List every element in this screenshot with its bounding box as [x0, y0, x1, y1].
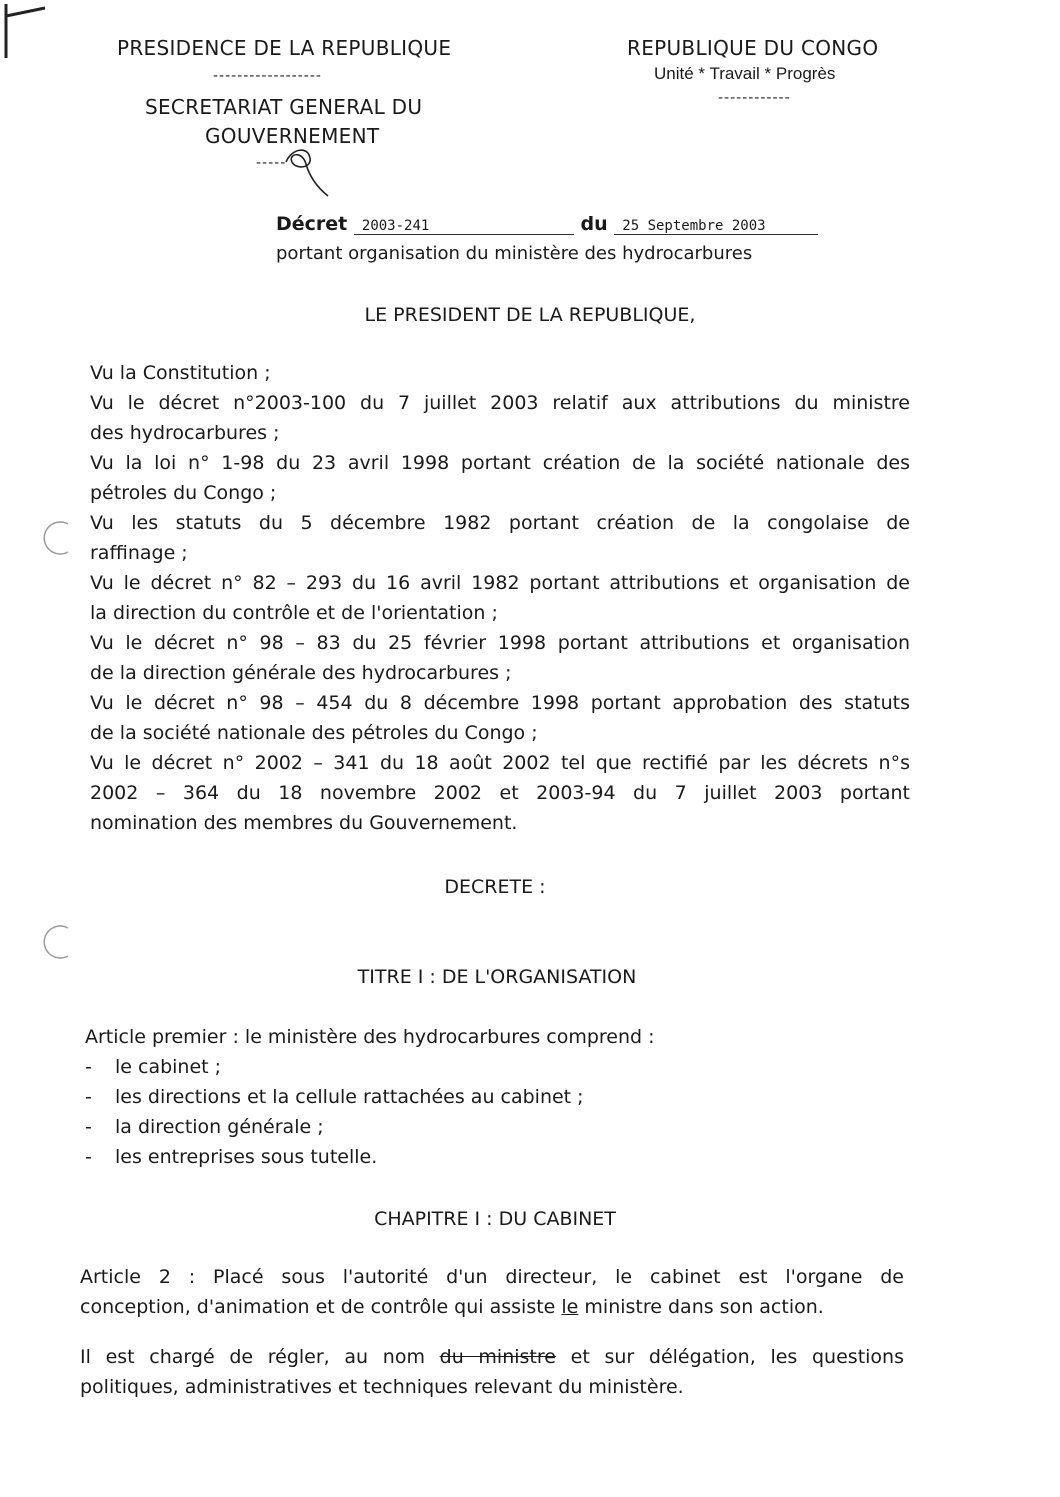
corner-mark-icon: [0, 0, 80, 60]
article-2-text-a: conception, d'animation et de contrôle qui assiste: [80, 1296, 562, 1318]
header-gouvernement: GOUVERNEMENT: [205, 124, 380, 148]
article-1-text: : le ministère des hydrocarbures comprend :: [226, 1026, 655, 1048]
list-dash: -: [85, 1086, 92, 1108]
header-right-rule: ------------: [718, 90, 791, 106]
considerations-list: [90, 358, 910, 838]
header-left-rule: ------------------: [213, 68, 322, 84]
president-heading: LE PRESIDENT DE LA REPUBLIQUE,: [364, 304, 696, 326]
consideration-line: Vu la Constitution ;: [90, 362, 271, 384]
consideration-line: nomination des membres du Gouvernement.: [90, 812, 518, 834]
list-item-text: les entreprises sous tutelle.: [115, 1146, 378, 1168]
consideration-line: Vu le décret n°2003-100 du 7 juillet 2003 relatif aux attributions du ministre: [90, 392, 910, 414]
list-item: [85, 1112, 584, 1142]
header-republique: REPUBLIQUE DU CONGO: [627, 36, 879, 60]
article-2-text-underlined: le: [561, 1296, 579, 1318]
decree-number: 2003-241: [354, 218, 574, 235]
list-item: [85, 1082, 584, 1112]
article-2-text-c: ministre dans son action.: [578, 1296, 824, 1318]
list-item: [85, 1142, 584, 1172]
signature-flourish-icon: [278, 142, 334, 200]
decree-date: 25 Septembre 2003: [614, 218, 818, 235]
article-2-para-2-line-1: [80, 1342, 904, 1372]
titre-1-heading: TITRE I : DE L'ORGANISATION: [357, 966, 637, 988]
article-1: [85, 1022, 655, 1052]
decrete-heading: DECRETE :: [444, 876, 546, 898]
article-2-text: : Placé sous l'autorité d'un directeur, le cabinet est l'organe de: [170, 1266, 904, 1288]
list-item: [85, 1052, 584, 1082]
header-motto: Unité * Travail * Progrès: [654, 64, 836, 83]
article-2-line-2: [80, 1292, 824, 1322]
list-dash: -: [85, 1056, 92, 1078]
list-item-text: les directions et la cellule rattachées au cabinet ;: [115, 1086, 584, 1108]
header-secretariat: SECRETARIAT GENERAL DU: [145, 95, 423, 119]
article-2-para-2-line-2: politiques, administratives et techniques relevant du ministère.: [80, 1376, 684, 1398]
article-2-para-2-struck: du ministre: [439, 1346, 556, 1368]
consideration-line: Vu le décret n° 98 – 454 du 8 décembre 1998 portant approbation des statuts: [90, 692, 910, 714]
article-1-label: Article premier: [85, 1026, 227, 1048]
article-2-para-2-a: Il est chargé de régler, au nom: [80, 1346, 440, 1368]
consideration-line: Vu la loi n° 1-98 du 23 avril 1998 portant création de la société nationale des: [90, 452, 910, 474]
list-dash: -: [85, 1116, 92, 1138]
decree-du-label: du: [580, 213, 608, 235]
article-1-items: [85, 1052, 584, 1172]
consideration-line: Vu le décret n° 98 – 83 du 25 février 1998 portant attributions et organisation: [90, 632, 910, 654]
consideration-line: la direction du contrôle et de l'orientation ;: [90, 602, 498, 624]
header-left-rule-2: -----: [256, 155, 287, 171]
list-item-text: la direction générale ;: [115, 1116, 324, 1138]
consideration-line: 2002 – 364 du 18 novembre 2002 et 2003-94 du 7 juillet 2003 portant: [90, 782, 910, 804]
consideration-line: Vu le décret n° 2002 – 341 du 18 août 2002 tel que rectifié par les décrets n°s: [90, 752, 910, 774]
consideration-line: de la direction générale des hydrocarbures ;: [90, 662, 512, 684]
list-dash: -: [85, 1146, 92, 1168]
consideration-line: raffinage ;: [90, 542, 188, 564]
decree-label: Décret: [276, 213, 348, 235]
consideration-line: Vu le décret n° 82 – 293 du 16 avril 1982 portant attributions et organisation de: [90, 572, 910, 594]
decree-subject: portant organisation du ministère des hydrocarbures: [276, 243, 753, 264]
decree-line: [276, 213, 818, 235]
list-item-text: le cabinet ;: [115, 1056, 222, 1078]
article-2-line-1: [80, 1262, 904, 1292]
punch-hole-icon: [32, 922, 72, 962]
header-presidence: PRESIDENCE DE LA REPUBLIQUE: [117, 36, 452, 60]
consideration-line: pétroles du Congo ;: [90, 482, 277, 504]
article-2-para-2-c: et sur délégation, les questions: [555, 1346, 904, 1368]
consideration-line: Vu les statuts du 5 décembre 1982 portant création de la congolaise de: [90, 512, 910, 534]
article-2-label: Article 2: [80, 1266, 171, 1288]
consideration-line: des hydrocarbures ;: [90, 422, 280, 444]
chapitre-1-heading: CHAPITRE I : DU CABINET: [374, 1208, 616, 1230]
consideration-line: de la société nationale des pétroles du Congo ;: [90, 722, 538, 744]
punch-hole-icon: [32, 518, 72, 558]
